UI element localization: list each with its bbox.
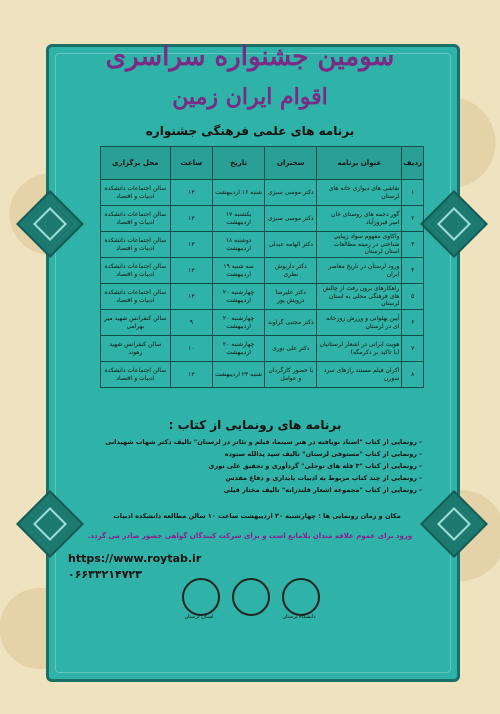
cell-speaker: دکتر علی نوری xyxy=(265,336,317,362)
festival-title: سومین جشنواره سراسری xyxy=(105,42,395,72)
books-list xyxy=(92,436,422,496)
cell-date: شنبه ۱۶ اردیبهشت xyxy=(213,180,265,206)
list-item: - رونمایی از کتاب "۳ قله های نوحلی" گردآوری و تحقیق علی نوری xyxy=(208,462,422,470)
col-row: ردیف xyxy=(402,147,424,180)
books-title: برنامه های رونمایی از کتاب : xyxy=(168,418,342,432)
university-logo-icon xyxy=(282,578,320,616)
table-row xyxy=(101,180,424,206)
cell-speaker: دکتر الهامه عبدلی xyxy=(265,232,317,258)
cell-topic: واکاوی مفهوم سواد زیبایی شناختی در زمینه مطالعات استان لرستان xyxy=(317,232,402,258)
cell-speaker: دکتر موسی سبزی xyxy=(265,180,317,206)
col-date: تاریخ xyxy=(213,147,265,180)
cell-time: ۹ xyxy=(170,310,212,336)
cell-time: ۱۰ xyxy=(170,336,212,362)
cell-time: ۱۳ xyxy=(170,180,212,206)
cell-n: ۳ xyxy=(402,232,424,258)
cell-topic: اکران فیلم مستند رازهای سرد سورن xyxy=(317,362,402,388)
list-item: - رونمایی از کتاب "مستوفی لرستان" تالیف سید یدالله ستوده xyxy=(224,450,422,458)
cell-venue: سالن کنفرانس شهید میر بهرامی xyxy=(101,310,171,336)
province-logo-icon xyxy=(182,578,220,616)
cell-venue: سالن کنفرانس شهید زهوند xyxy=(101,336,171,362)
table-row xyxy=(101,284,424,310)
cell-speaker: دکتر داریوش نظری xyxy=(265,258,317,284)
cell-time: ۱۳ xyxy=(170,284,212,310)
col-venue: محل برگزاری xyxy=(101,147,171,180)
cell-n: ۴ xyxy=(402,258,424,284)
cell-venue: سالن اجتماعات دانشکده ادبیات و اقتصاد xyxy=(101,362,171,388)
list-item: - رونمایی از کتاب "اسناد نویافته در هنر سینما، فیلم و تئاتر در لرستان" تالیف دکتر شهاب شهیدانی xyxy=(105,438,422,446)
cell-venue: سالن اجتماعات دانشکده ادبیات و اقتصاد xyxy=(101,206,171,232)
cell-topic: گور دخمه های روستای خان امیر فیروزآباد xyxy=(317,206,402,232)
list-item: - رونمایی از کتاب "مجموعه اشعار قلندرانه" تالیف مختار قیلی xyxy=(223,486,422,494)
program-table xyxy=(100,146,424,388)
cell-venue: سالن اجتماعات دانشکده ادبیات و اقتصاد xyxy=(101,180,171,206)
cell-speaker: دکتر علیرضا درویش پور xyxy=(265,284,317,310)
cell-time: ۱۳ xyxy=(170,258,212,284)
table-row xyxy=(101,336,424,362)
cell-n: ۱ xyxy=(402,180,424,206)
phone-number: ۰۶۶۳۳۲۱۴۷۲۳ xyxy=(68,568,142,581)
col-time: ساعت xyxy=(170,147,212,180)
table-row xyxy=(101,258,424,284)
table-row xyxy=(101,362,424,388)
cell-topic: هویت ایرانی در اشعار لرستانیان (با تاکید بر دکرمگه) xyxy=(317,336,402,362)
logo-label: دانشگاه لرستان xyxy=(282,614,316,620)
cell-n: ۶ xyxy=(402,310,424,336)
cell-time: ۱۳ xyxy=(170,232,212,258)
cell-n: ۸ xyxy=(402,362,424,388)
cell-venue: سالن اجتماعات دانشکده ادبیات و اقتصاد xyxy=(101,258,171,284)
table-row xyxy=(101,206,424,232)
cell-n: ۷ xyxy=(402,336,424,362)
cell-date: چهارشنبه ۲۰ اردیبهشت xyxy=(213,284,265,310)
logo-label: استان لرستان xyxy=(184,614,214,620)
table-row xyxy=(101,232,424,258)
col-topic: عنوان برنامه xyxy=(317,147,402,180)
cell-speaker: دکتر مجتبی گراوند xyxy=(265,310,317,336)
cell-date: سه شنبه ۱۹ اردیبهشت xyxy=(213,258,265,284)
cell-venue: سالن اجتماعات دانشکده ادبیات و اقتصاد xyxy=(101,232,171,258)
list-item: - رونمایی از چند کتاب مربوط به ادبیات پایداری و دفاع مقدس xyxy=(225,474,422,482)
cell-date: چهارشنبه ۲۰ اردیبهشت xyxy=(213,310,265,336)
cell-date: شنبه ۲۳ اردیبهشت xyxy=(213,362,265,388)
cell-date: چهارشنبه ۲۰ اردیبهشت xyxy=(213,336,265,362)
entry-notice: ورود برای عموم علاقه مندان بلامانع است و برای شرکت کنندگان گواهی حضور صادر می گردد. xyxy=(87,532,413,540)
table-row xyxy=(101,310,424,336)
cell-speaker: با حضور کارگردان و عوامل xyxy=(265,362,317,388)
cell-speaker: دکتر موسی سبزی xyxy=(265,206,317,232)
program-subtitle: برنامه های علمی فرهنگی جشنواره xyxy=(145,124,355,138)
cell-n: ۲ xyxy=(402,206,424,232)
cell-time: ۱۳ xyxy=(170,362,212,388)
cell-n: ۵ xyxy=(402,284,424,310)
venue-note: مکان و زمان رونمایی ها : چهارشنبه ۲۰ اردیبهشت ساعت ۱۰ سالن مطالعه دانشکده ادبیات xyxy=(113,512,401,520)
cell-topic: راهکارهای برون رفت از چالش های فرهنگی محلی به استان لرستان xyxy=(317,284,402,310)
website-link[interactable]: https://www.roytab.ir xyxy=(68,552,202,565)
emblem-logo-icon xyxy=(232,578,270,616)
col-speaker: سخنران xyxy=(265,147,317,180)
cell-venue: سالن اجتماعات دانشکده ادبیات و اقتصاد xyxy=(101,284,171,310)
cell-date: دوشنبه ۱۸ اردیبهشت xyxy=(213,232,265,258)
cell-date: یکشنبه ۱۷ اردیبهشت xyxy=(213,206,265,232)
cell-topic: ورود لرستان در تاریخ معاصر ایران xyxy=(317,258,402,284)
cell-time: ۱۳ xyxy=(170,206,212,232)
cell-topic: آیین پهلوانی و ورزش زورخانه ای در لرستان xyxy=(317,310,402,336)
festival-title-line2: اقوام ایران زمین xyxy=(172,84,328,110)
cell-topic: نقاشی های دیواری خانه های لرستان xyxy=(317,180,402,206)
